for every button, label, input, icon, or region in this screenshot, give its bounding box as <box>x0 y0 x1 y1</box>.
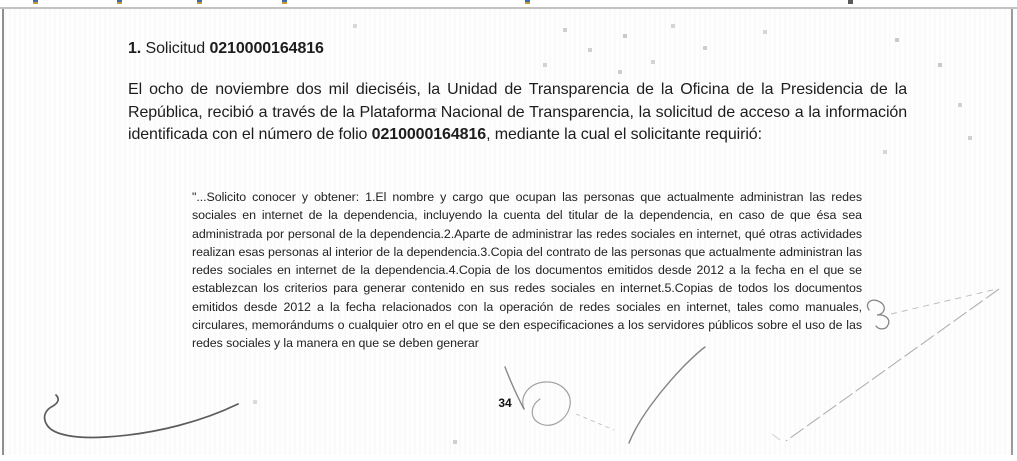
section-heading <box>128 38 324 59</box>
intro-paragraph <box>128 79 907 147</box>
bookmark-favicon-remnant[interactable] <box>117 0 122 4</box>
bookmark-favicon-remnant[interactable] <box>282 0 287 4</box>
scan-noise <box>4 9 6 11</box>
intro-text-before: El ocho de noviembre dos mil dieciséis, la Unidad de Transparencia de la Oficina de la Presidencia de la República, recibió a través de la Plataforma Nacional de Transparencia, la solicitud de acceso a la información identificada con el número de folio <box>128 81 907 144</box>
bookmark-favicon-remnant[interactable] <box>197 0 202 4</box>
request-quote-block: "...Solicito conocer y obtener: 1.El nombre y cargo que ocupan las personas que actualmente administran las redes sociales en internet de la dependencia, incluyendo la cuenta del titular de la dependencia, en caso de que ésa sea administrada por personal de la dependencia.2.Aparte de administrar las redes sociales en internet, qué otras actividades realizan esas personas al interior de la dependencia.3.Copia del contrato de las personas que actualmente administran las redes sociales en internet de la dependencia.4.Copia de los documentos emitidos desde 2012 a la fecha en el que se establezcan los criterios para generar contenido en sus redes sociales en internet.5.Copias de todos los documentos emitidos desde 2012 a la fecha relacionados con la operación de redes sociales en internet, tales como manuales, circulares, memorándums o cualquier otro en el que se den especificaciones a los servidores públicos sobre el uso de las redes sociales y la manera en que se deben generar <box>192 190 862 351</box>
section-folio: 0210000164816 <box>209 40 324 57</box>
bookmark-favicon-remnant[interactable] <box>525 0 530 4</box>
browser-bookmarks-bar-remnant <box>0 0 1017 7</box>
bookmark-favicon-remnant[interactable] <box>848 0 853 4</box>
bookmark-favicon-remnant[interactable] <box>33 0 38 4</box>
section-number: 1. <box>128 40 142 57</box>
intro-folio-number: 0210000164816 <box>371 126 487 144</box>
intro-text-after: , mediante la cual el solicitante requirió: <box>486 126 762 144</box>
section-word: Solicitud <box>145 40 206 57</box>
page-number: 34 <box>498 396 512 410</box>
